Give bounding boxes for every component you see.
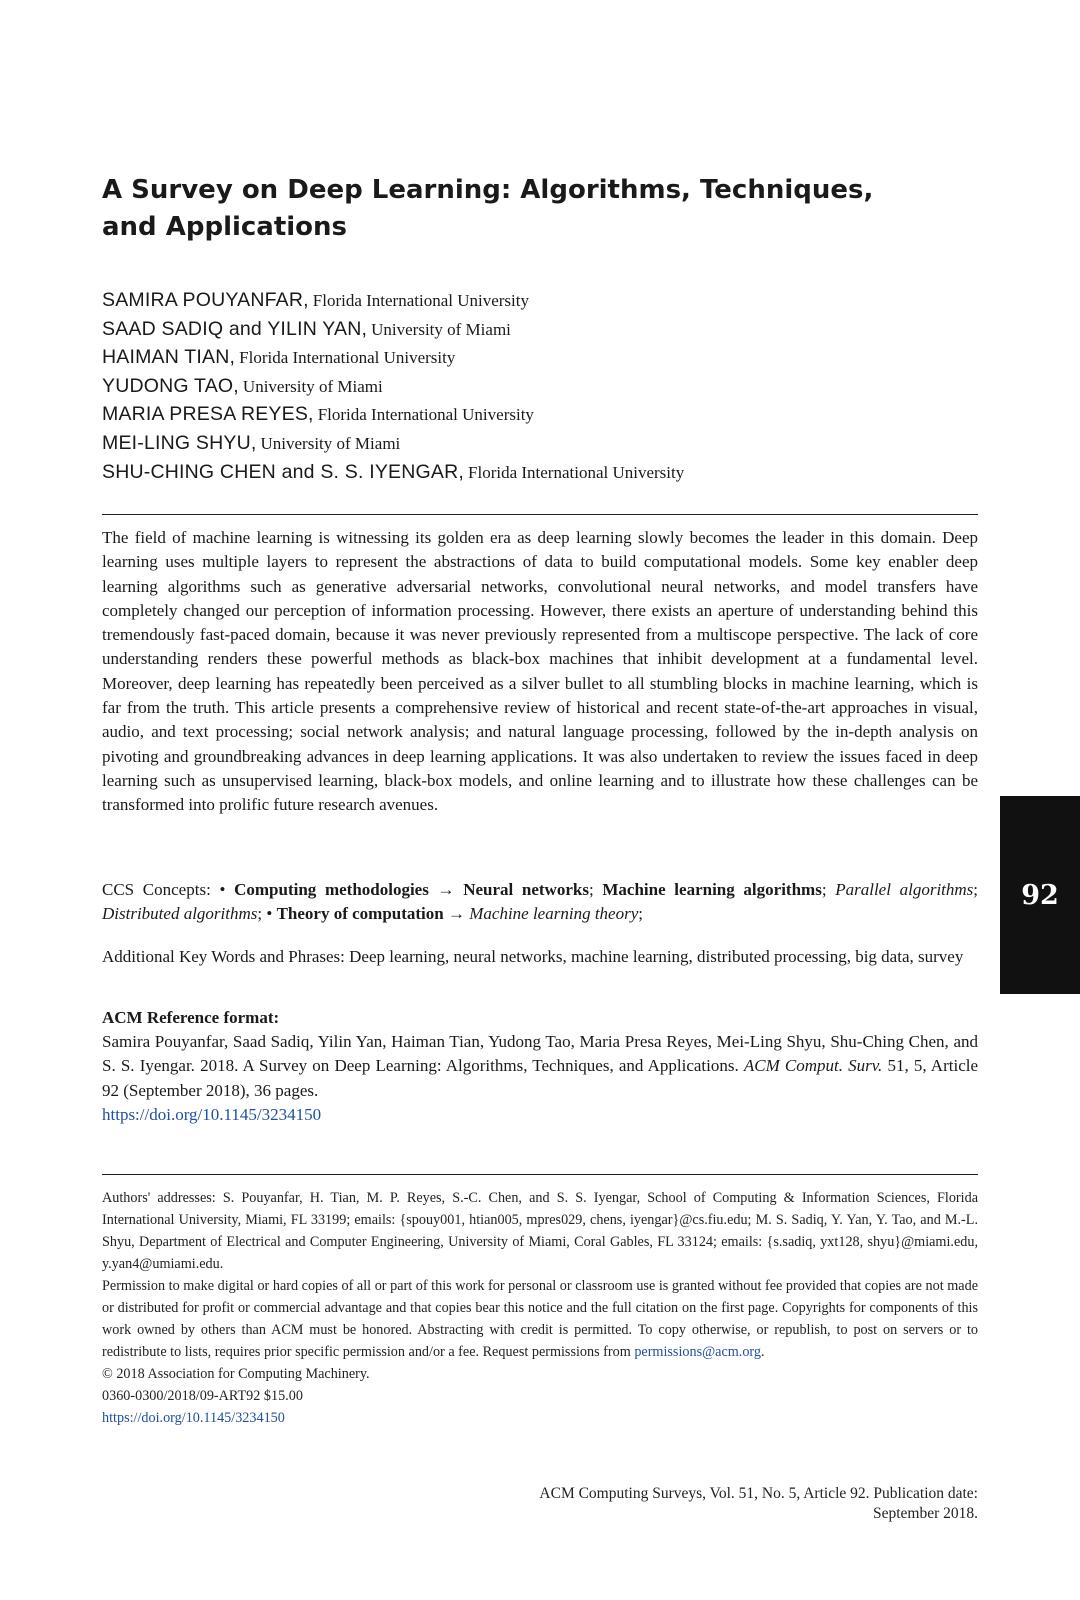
issn: 0360-0300/2018/09-ART92 $15.00: [102, 1388, 303, 1404]
reference-format: [102, 1030, 978, 1127]
paper-title: A Survey on Deep Learning: Algorithms, Techniques, and Applications: [102, 175, 874, 242]
footnote-rule: [102, 1174, 978, 1175]
author-names: SHU-CHING CHEN and S. S. IYENGAR,: [102, 460, 465, 483]
permissions-email-link[interactable]: permissions@acm.org: [634, 1344, 761, 1360]
author-affiliation: University of Miami: [260, 433, 401, 453]
author-addresses: Authors' addresses: S. Pouyanfar, H. Tian, M. P. Reyes, S.-C. Chen, and S. S. Iyengar, School of Computing & Information Sciences, Florida International University, Miami, FL 33199; emails: {spouy001, htian005, mpres029, chens, iyengar}@cs.fiu.edu; M. S. Sadiq, Y. Yan, Y. Tao, and M.-L. Shyu, Department of Electrical and Computer Engineering, University of Miami, Coral Gables, FL 33124; emails: {s.sadiq, yxt128, shyu}@miami.edu, y.yan4@umiami.edu.: [102, 1190, 978, 1272]
keywords: Additional Key Words and Phrases: Deep learning, neural networks, machine learning, distributed processing, big data, survey: [102, 947, 964, 966]
author-list: [102, 286, 902, 486]
ccs-separator: ; •: [257, 904, 277, 924]
author-line: [102, 400, 902, 429]
author-affiliation: Florida International University: [239, 348, 456, 368]
copyright: © 2018 Association for Computing Machinery.: [102, 1366, 370, 1382]
ccs-concept: Computing methodologies: [234, 880, 429, 899]
ccs-separator: ;: [821, 880, 836, 899]
ccs-concept: Neural networks: [463, 880, 589, 899]
author-affiliation: Florida International University: [312, 291, 529, 310]
author-names: SAAD SADIQ and YILIN YAN,: [102, 317, 368, 340]
author-line: [102, 315, 902, 344]
running-footer: ACM Computing Surveys, Vol. 51, No. 5, Article 92. Publication date: September 2018.: [539, 1485, 978, 1522]
article-number-tab: [1000, 796, 1080, 994]
reference-text: Samira Pouyanfar, Saad Sadiq, Yilin Yan, Haiman Tian, Yudong Tao, Maria Presa Reyes, Mei-Ling Shyu, Shu-Ching Chen, and S. S. Iyengar. 2018. A Survey on Deep Learning: Algorithms, Techniques, and Applications.: [102, 1032, 978, 1076]
author-affiliation: Florida International University: [468, 462, 685, 482]
author-affiliation: University of Miami: [371, 319, 511, 339]
reference-journal: ACM Comput. Surv.: [743, 1056, 883, 1076]
reference-heading: ACM Reference format:: [102, 1008, 280, 1027]
reference-details: 51, 5, Article 92 (September 2018), 36 pages.: [102, 1056, 979, 1100]
ccs-arrow: →: [443, 904, 470, 924]
author-names: MEI-LING SHYU,: [102, 431, 257, 454]
author-line: [102, 343, 902, 372]
ccs-prefix: CCS Concepts: •: [102, 880, 235, 899]
author-names: HAIMAN TIAN,: [102, 346, 236, 369]
author-line: [102, 429, 902, 458]
author-names: SAMIRA POUYANFAR,: [102, 289, 309, 311]
permission-end: .: [761, 1344, 765, 1360]
author-line: [102, 286, 902, 315]
ccs-concept: Theory of computation: [276, 904, 444, 924]
abstract-top-rule: [102, 514, 978, 515]
author-line: [102, 458, 902, 487]
permission-notice: [102, 1275, 978, 1363]
footnote-doi-link[interactable]: https://doi.org/10.1145/3234150: [102, 1410, 285, 1426]
ccs-separator: ;: [973, 880, 979, 899]
article-number: 92: [1021, 879, 1059, 911]
author-line: [102, 372, 902, 401]
ccs-arrow: →: [428, 880, 464, 899]
footnotes: [102, 1187, 978, 1429]
author-affiliation: University of Miami: [242, 376, 383, 396]
permission-text: Permission to make digital or hard copies of all or part of this work for personal or classroom use is granted without fee provided that copies are not made or distributed for profit or commercial advantage and that copies bear this notice and the full citation on the first page. Copyrights for components of this work owned by others than ACM must be honored. Abstracting with credit is permitted. To copy otherwise, or republish, to post on servers or to redistribute to lists, requires prior specific permission and/or a fee. Request permissions from: [102, 1278, 978, 1360]
ccs-concept: Machine learning theory: [469, 904, 639, 924]
ccs-concept: Distributed algorithms: [102, 904, 258, 924]
ccs-separator: ;: [588, 880, 603, 899]
reference-doi-link[interactable]: https://doi.org/10.1145/3234150: [102, 1104, 322, 1124]
ccs-concept: Parallel algorithms: [835, 880, 974, 899]
author-names: MARIA PRESA REYES,: [102, 403, 314, 426]
ccs-concepts: [102, 878, 978, 927]
author-names: YUDONG TAO,: [102, 374, 239, 397]
ccs-end: ;: [638, 904, 643, 924]
author-affiliation: Florida International University: [317, 405, 534, 425]
ccs-concept: Machine learning algorithms: [602, 880, 822, 899]
abstract: The field of machine learning is witnessing its golden era as deep learning slowly becomes the leader in this domain. Deep learning uses multiple layers to represent the abstractions of data to build computational models. Some key enabler deep learning algorithms such as generative adversarial networks, convolutional neural networks, and model transfers have completely changed our perception of information processing. However, there exists an aperture of understanding behind this tremendously fast-paced domain, because it was never previously represented from a multiscope perspective. The lack of core understanding renders these powerful methods as black-box machines that inhibit development at a fundamental level. Moreover, deep learning has repeatedly been perceived as a silver bullet to all stumbling blocks in machine learning, which is far from the truth. This article presents a comprehensive review of historical and recent state-of-the-art approaches in visual, audio, and text processing; social network analysis; and natural language processing, followed by the in-depth analysis on pivoting and groundbreaking advances in deep learning applications. It was also undertaken to review the issues faced in deep learning such as unsupervised learning, black-box models, and online learning and to illustrate how these challenges can be transformed into prolific future research avenues.: [102, 528, 978, 815]
